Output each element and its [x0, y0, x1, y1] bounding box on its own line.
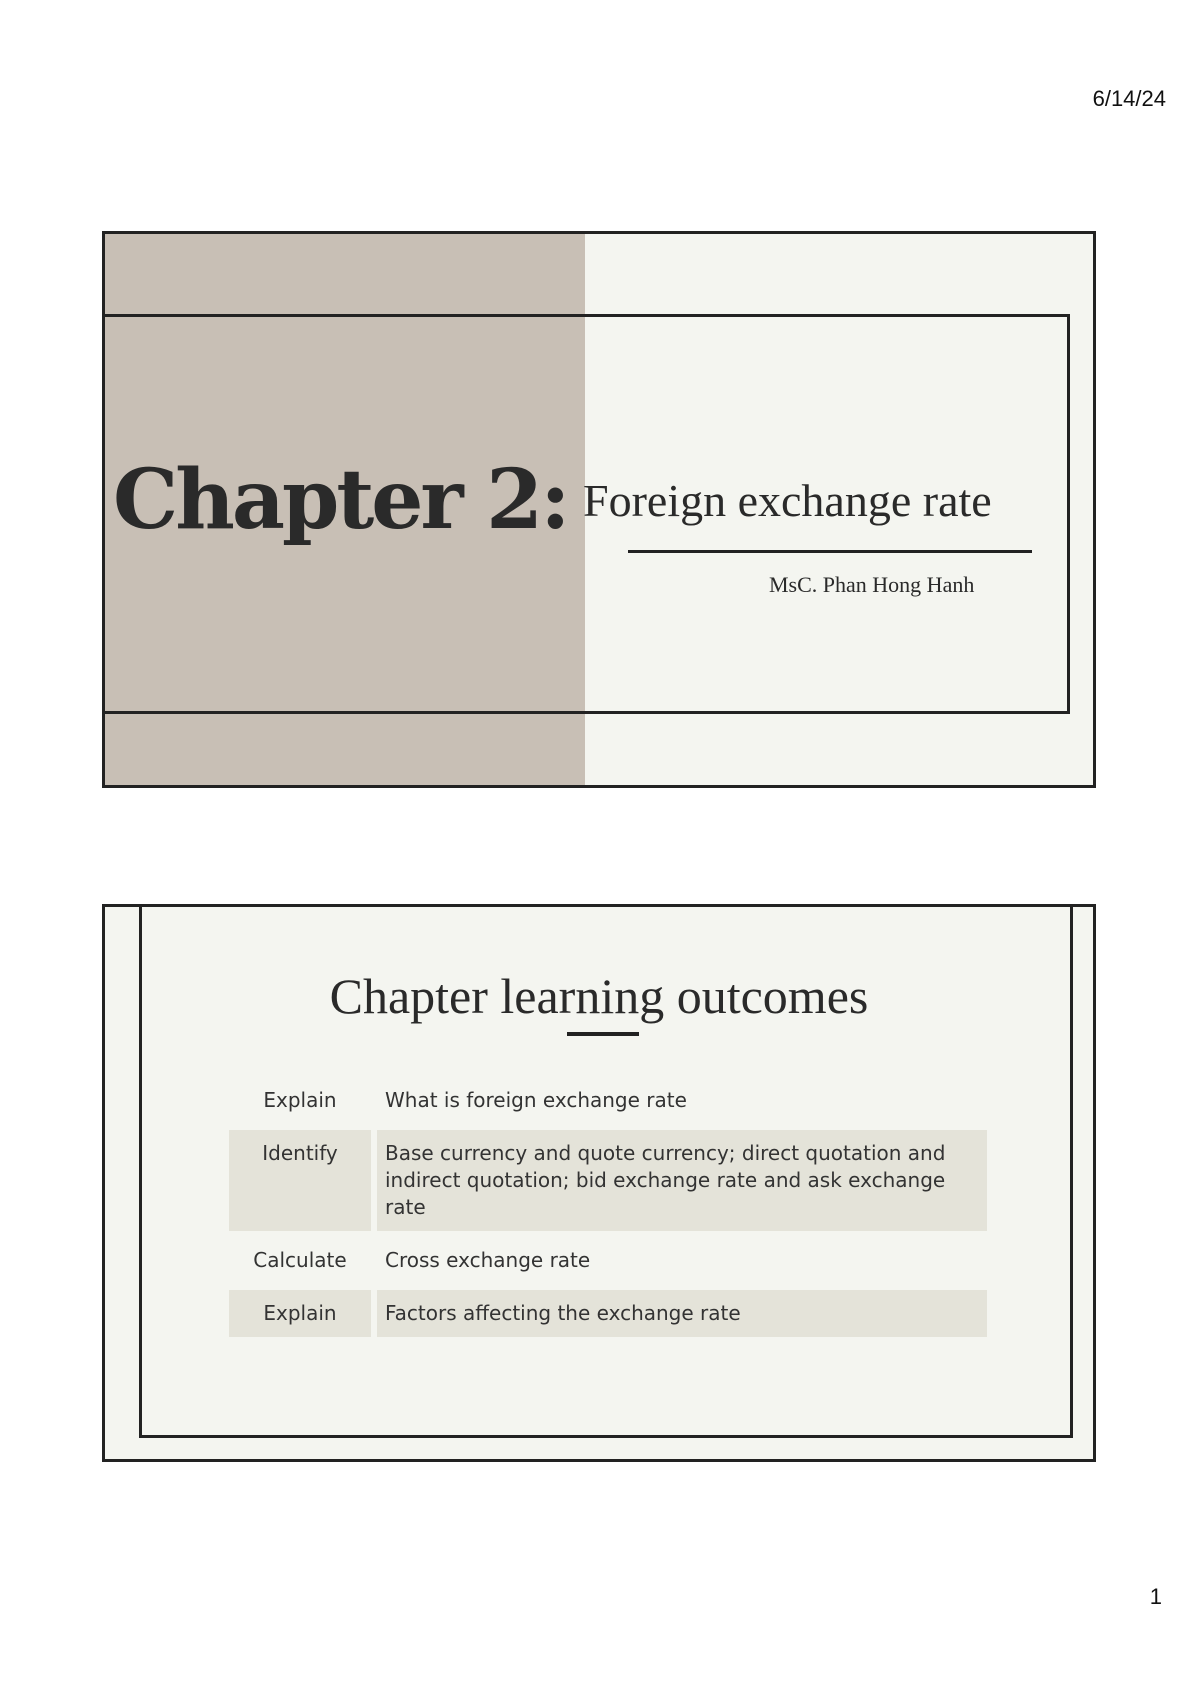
chapter-title: Chapter 2: — [113, 452, 568, 548]
outcome-description: Factors affecting the exchange rate — [377, 1290, 987, 1337]
outcome-description: Base currency and quote currency; direct quotation and indirect quotation; bid exchange rate and ask exchange rate — [377, 1130, 987, 1231]
outcome-verb: Identify — [229, 1130, 371, 1231]
author-name: MsC. Phan Hong Hanh — [769, 572, 975, 597]
outcome-row — [229, 1077, 987, 1124]
outcomes-title: Chapter learning outcomes — [329, 968, 869, 1024]
outcomes-title-accent — [567, 1032, 639, 1036]
outcome-verb: Explain — [229, 1290, 371, 1337]
title-divider — [628, 550, 1032, 553]
outcome-row — [229, 1237, 987, 1284]
page-date: 6/14/24 — [1092, 86, 1166, 111]
outcome-verb: Explain — [263, 1088, 337, 1112]
outcomes-slide — [102, 904, 1096, 1462]
outcome-description: Cross exchange rate — [385, 1248, 591, 1272]
title-slide — [102, 231, 1096, 788]
outcome-description: What is foreign exchange rate — [385, 1088, 687, 1112]
page-number: 1 — [1149, 1584, 1162, 1609]
outcomes-table — [229, 1077, 987, 1343]
outcome-verb: Calculate — [253, 1248, 347, 1272]
outcome-row — [229, 1290, 987, 1337]
subject-title: Foreign exchange rate — [583, 475, 992, 526]
outcome-row — [229, 1130, 987, 1231]
